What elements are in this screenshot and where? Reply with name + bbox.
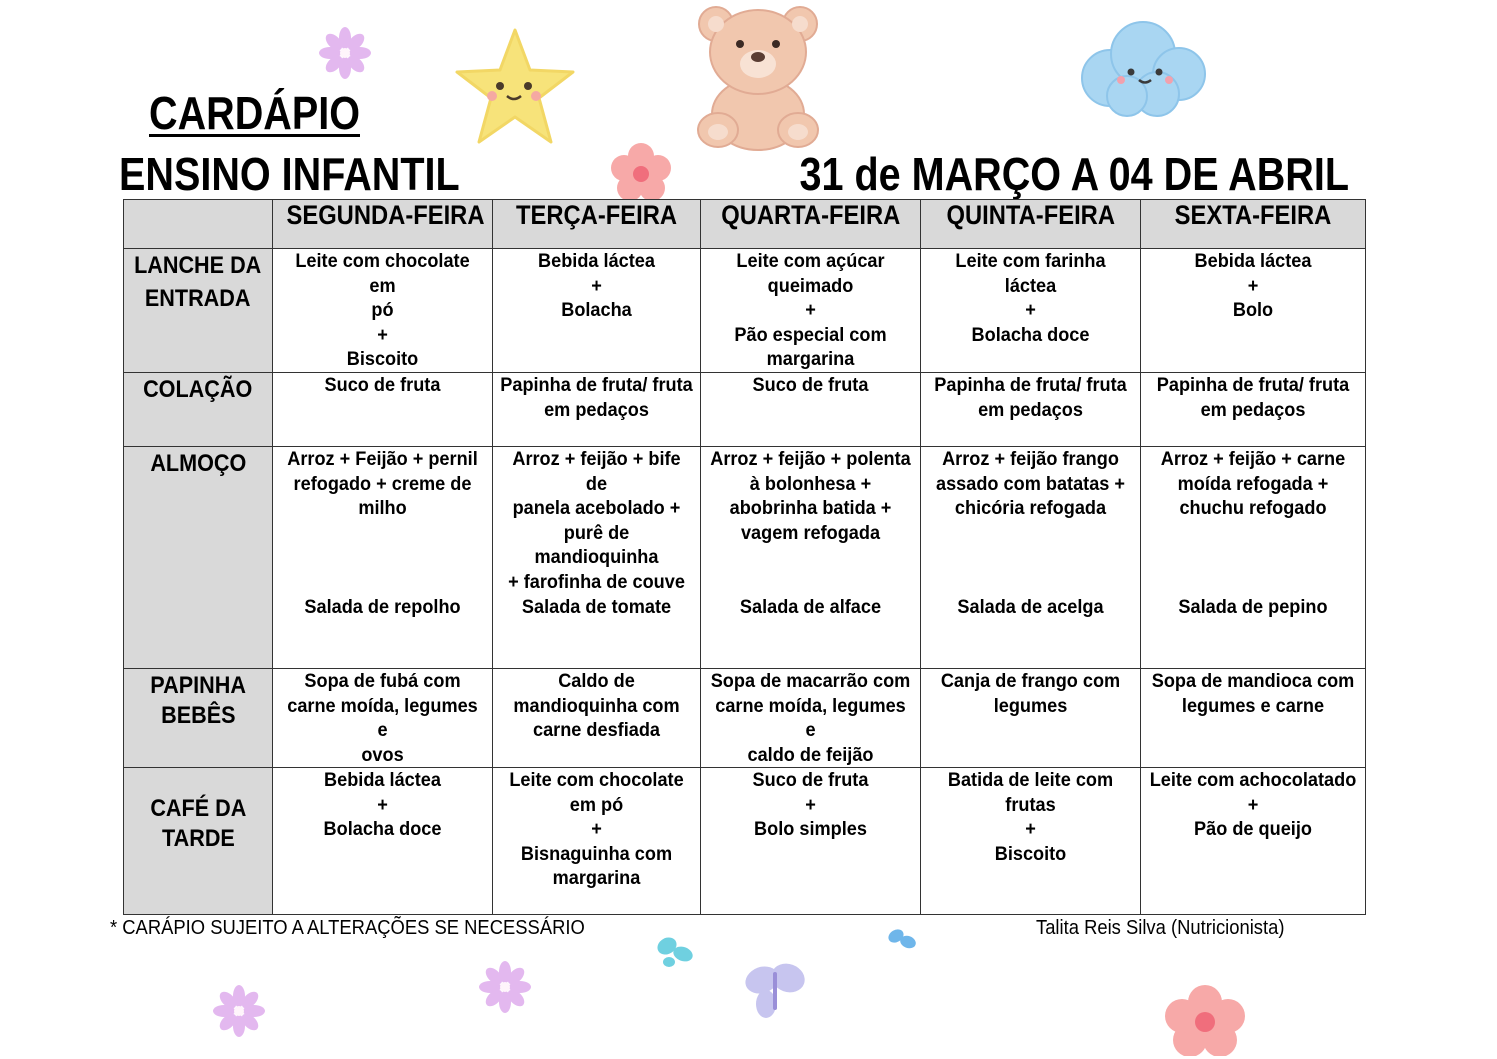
day-header: QUARTA-FEIRA	[701, 200, 921, 249]
header-row	[124, 200, 1366, 249]
menu-cell: Suco de fruta	[701, 373, 921, 447]
footnote: * CARÁPIO SUJEITO A ALTERAÇÕES SE NECESSÁRIO	[110, 917, 585, 939]
nutritionist-signature: Talita Reis Silva (Nutricionista)	[1036, 917, 1285, 939]
menu-cell: Bebida láctea + Bolo	[1141, 249, 1366, 373]
menu-cell: Leite com chocolate em pó + Bisnaguinha com margarina	[493, 768, 701, 915]
menu-cell: Suco de fruta	[273, 373, 493, 447]
day-header: SEXTA-FEIRA	[1141, 200, 1366, 249]
meal-row-cafe	[124, 768, 1366, 915]
day-header: QUINTA-FEIRA	[921, 200, 1141, 249]
cloud-icon	[1075, 16, 1211, 120]
salad-text: Salada de alface	[739, 596, 882, 618]
meal-row-almoco	[124, 447, 1366, 669]
menu-cell: Papinha de fruta/ fruta em pedaços	[921, 373, 1141, 447]
salad-text: Salada de repolho	[304, 596, 461, 618]
page-subtitle: ENSINO INFANTIL	[119, 148, 460, 200]
menu-cell: Sopa de fubá com carne moída, legumes e ovos	[273, 669, 493, 768]
menu-cell: Arroz + feijão + polenta à bolonhesa + abobrinha batida + vagem refogada Salada de alface	[701, 447, 921, 669]
menu-cell: Arroz + feijão + carne moída refogada + chuchu refogado Salada de pepino	[1141, 447, 1366, 669]
menu-cell: Papinha de fruta/ fruta em pedaços	[1141, 373, 1366, 447]
menu-cell: Arroz + feijão frango assado com batatas + chicória refogada Salada de acelga	[921, 447, 1141, 669]
corner-cell	[124, 200, 273, 249]
menu-cell: Canja de frango com legumes	[921, 669, 1141, 768]
meal-label: ALMOÇO	[124, 447, 273, 669]
menu-cell: Suco de fruta + Bolo simples	[701, 768, 921, 915]
meal-label: PAPINHA BEBÊS	[124, 669, 273, 768]
day-header: SEGUNDA-FEIRA	[273, 200, 493, 249]
flower-icon	[318, 26, 372, 80]
teddy-bear-icon	[688, 2, 828, 152]
meal-row-lanche	[124, 249, 1366, 373]
star-icon	[452, 24, 578, 152]
menu-cell: Arroz + feijão + bife de panela acebolado + purê de mandioquinha + farofinha de couve Salada de tomate	[493, 447, 701, 669]
menu-cell: Leite com açúcar queimado + Pão especial com margarina	[701, 249, 921, 373]
menu-cell: Bebida láctea + Bolacha	[493, 249, 701, 373]
salad-text: Salada de tomate	[521, 596, 672, 618]
meal-row-papinha	[124, 669, 1366, 768]
meal-label: CAFÉ DA TARDE	[124, 768, 273, 915]
salad-text: Salada de acelga	[957, 596, 1104, 618]
menu-cell: Leite com achocolatado + Pão de queijo	[1141, 768, 1366, 915]
date-range: 31 de MARÇO A 04 DE ABRIL	[799, 148, 1349, 200]
page-title: CARDÁPIO	[149, 87, 360, 139]
flower-icon	[212, 984, 266, 1038]
day-header: TERÇA-FEIRA	[493, 200, 701, 249]
meal-label: LANCHE DA ENTRADA	[124, 249, 273, 373]
butterfly-icon	[886, 926, 918, 956]
flower-icon	[1162, 984, 1248, 1056]
menu-cell: Leite com farinha láctea + Bolacha doce	[921, 249, 1141, 373]
flower-icon	[610, 142, 672, 204]
menu-cell: Batida de leite com frutas + Biscoito	[921, 768, 1141, 915]
menu-cell: Bebida láctea + Bolacha doce	[273, 768, 493, 915]
meal-label: COLAÇÃO	[124, 373, 273, 447]
meal-row-colacao	[124, 373, 1366, 447]
flower-icon	[478, 960, 532, 1014]
menu-cell: Leite com chocolate em pó + Biscoito	[273, 249, 493, 373]
menu-cell: Caldo de mandioquinha com carne desfiada	[493, 669, 701, 768]
butterfly-icon	[655, 932, 695, 972]
menu-cell: Sopa de mandioca com legumes e carne	[1141, 669, 1366, 768]
butterfly-icon	[742, 958, 808, 1022]
menu-table	[123, 199, 1366, 915]
menu-cell: Arroz + Feijão + pernil refogado + creme de milho Salada de repolho	[273, 447, 493, 669]
salad-text: Salada de pepino	[1178, 596, 1328, 618]
menu-cell: Papinha de fruta/ fruta em pedaços	[493, 373, 701, 447]
menu-cell: Sopa de macarrão com carne moída, legumes e caldo de feijão	[701, 669, 921, 768]
